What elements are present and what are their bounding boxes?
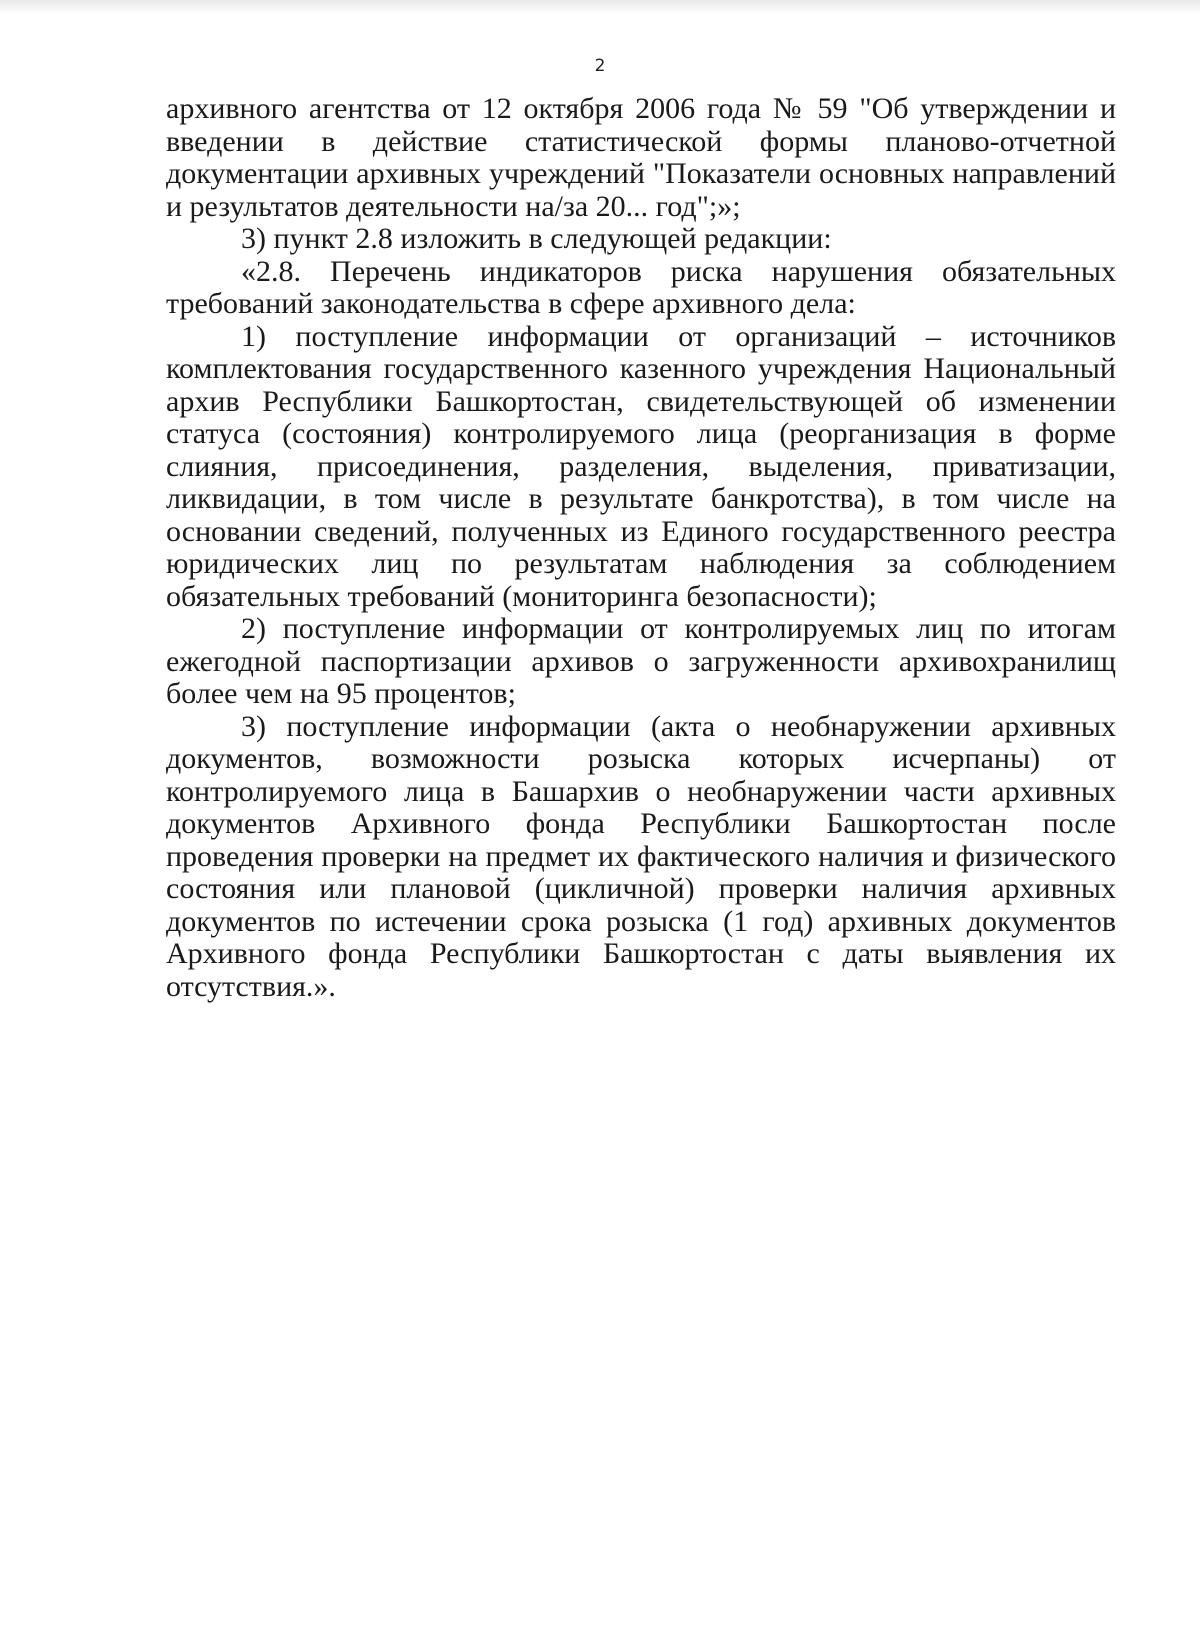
document-body (166, 93, 1116, 1003)
page-number: 2 (594, 56, 606, 76)
paragraph-indicator-2: 2) поступление информации от контролируемых лиц по итогам ежегодной паспортизации архивов о загруженности архивохранилищ более чем на 95 процентов; (166, 612, 1116, 710)
paragraph-continuation: архивного агентства от 12 октября 2006 года № 59 "Об утверждении и введении в действие статистической формы планово-отчетной документации архивных учреждений "Показатели основных направлений и результатов деятельности на/за 20... год";»; (166, 92, 1116, 223)
paragraph-indicator-3: 3) поступление информации (акта о необнаружении архивных документов, возможности розыска которых исчерпаны) от контролируемого лица в Башархив о необнаружении части архивных документов Архивного фонда Республики Башкортостан после проведения проверки на предмет их фактического наличия и физического состояния или плановой (цикличной) проверки наличия архивных документов по истечении срока розыска (1 год) архивных документов Архивного фонда Республики Башкортостан с даты выявления их отсутствия.». (166, 709, 1116, 1003)
scan-top-edge (0, 0, 1200, 14)
paragraph-section-2-8: «2.8. Перечень индикаторов риска нарушения обязательных требований законодательства в сфере архивного дела: (166, 254, 1116, 320)
paragraph-item-3-heading: 3) пункт 2.8 изложить в следующей редакции: (241, 222, 832, 255)
paragraph-indicator-1: 1) поступление информации от организаций – источников комплектования государственного казенного учреждения Национальный архив Республики Башкортостан, свидетельствующей об изменении статуса (состояния) контролируемого лица (реорганизация в форме слияния, присоединения, разделения, выделения, приватизации, ликвидации, в том числе в результате банкротства), в том числе на основании сведений, полученных из Единого государственного реестра юридических лиц по результатам наблюдения за соблюдением обязательных требований (мониторинга безопасности); (166, 319, 1116, 613)
